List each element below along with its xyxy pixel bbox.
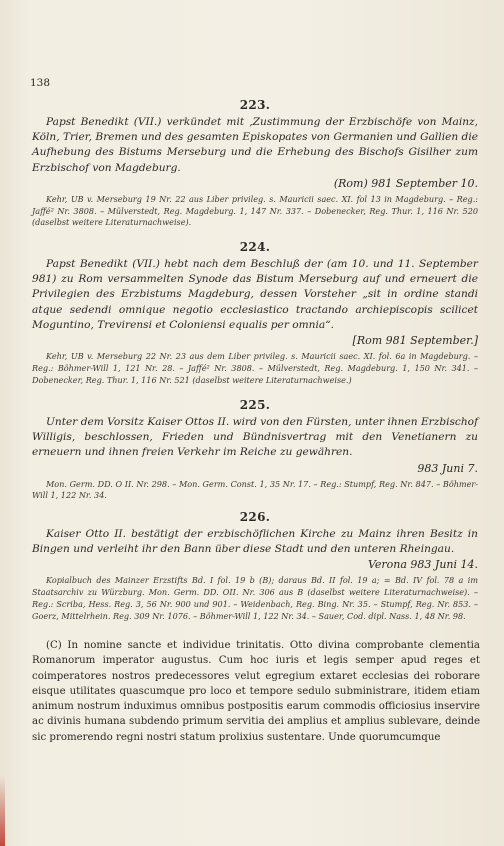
page-edge-mark	[0, 776, 5, 846]
entry-226	[32, 510, 478, 623]
entry-number: 226.	[239, 510, 271, 524]
entry-references: Kopialbuch des Mainzer Erzstifts Bd. I fol. 19 b (B); daraus Bd. II fol. 19 a; = Bd. IV fol. 78 a im Staatsarchiv zu Würzburg. Mon. Germ. DD. OII. Nr. 306 aus B (daselbst weitere Literaturnachweise). – Reg.: Scriba, Hess. Reg. 3, 56 Nr. 900 und 901. – Weidenbach, Reg. Bing. Nr. 35. – Stumpf, Reg. Nr. 853. – Goerz, Mittelrhein. Reg. 309 Nr. 1076. – Böhmer-Will 1, 122 Nr. 34. – Sauer, Cod. dipl. Nass. 1, 48 Nr. 98.	[32, 575, 478, 621]
entry-number: 223.	[239, 98, 271, 112]
entry-224	[32, 240, 478, 386]
entry-number: 225.	[239, 398, 271, 412]
entry-dateline: 983 Juni 7.	[417, 461, 478, 475]
entry-summary: Papst Benedikt (VII.) verkündet mit ‚Zustimmung der Erzbischöfe von Mainz, Köln, Trier, Bremen und des gesamten Episkopates von Germanien und Gallien die Aufhebung des Bistums Merseburg und die Erhebung des Bischofs Gisilher zum Erzbischof von Magdeburg.	[32, 116, 478, 174]
entry-dateline: [Rom 981 September.]	[352, 334, 478, 348]
entry-number: 224.	[239, 240, 271, 254]
entry-references: Kehr, UB v. Merseburg 22 Nr. 23 aus dem Liber privileg. s. Mauricii saec. XI. fol. 6a in Magdeburg. – Reg.: Böhmer-Will 1, 121 Nr. 28. – Jaffé² Nr. 3808. – Mülverstedt, Reg. Magdeburg. 1, 150 Nr. 341. – Dobenecker, Reg. Thur. 1, 116 Nr. 521 (daselbst weitere Literaturnachweise.)	[32, 351, 478, 385]
entry-225	[32, 398, 478, 502]
entry-summary: Kaiser Otto II. bestätigt der erzbischöflichen Kirche zu Mainz ihren Besitz in Bingen und verleiht ihr den Bann über diese Stadt und den unteren Rheingau.	[32, 528, 478, 556]
entry-223	[32, 98, 478, 229]
page-number: 138	[30, 77, 51, 89]
entry-summary: Unter dem Vorsitz Kaiser Ottos II. wird von den Fürsten, unter ihnen Erzbischof Willigis, beschlossen, Frieden und Bündnisvertrag mit den Venetianern zu erneuern und ihnen freien Verkehr im Reiche zu gewähren.	[32, 416, 478, 459]
entry-dateline: Verona 983 Juni 14.	[367, 558, 478, 572]
entry-dateline: (Rom) 981 September 10.	[333, 176, 478, 190]
entry-references: Kehr, UB v. Merseburg 19 Nr. 22 aus Liber privileg. s. Mauricii saec. XI. fol 13 in Magdeburg. – Reg.: Jaffé² Nr. 3808. – Mülverstedt, Reg. Magdeburg. 1, 147 Nr. 337. – Dobenecker, Reg. Thur. 1, 116 Nr. 520 (daselbst weitere Literaturnachweise).	[32, 193, 478, 228]
entry-summary: Papst Benedikt (VII.) hebt nach dem Beschluß der (am 10. und 11. September 981) zu Rom versammelten Synode das Bistum Merseburg auf und erneuert die Privilegien des Erzbistums Magdeburg, dessen Vorsteher „sit in ordine standi atque sedendi omnique negotio ecclesiastico tractando archiepiscopis scilicet Moguntino, Trevirensi et Coloniensi equalis per omnia“.	[32, 258, 478, 331]
entry-references: Mon. Germ. DD. O II. Nr. 298. – Mon. Germ. Const. 1, 35 Nr. 17. – Reg.: Stumpf, Reg. Nr. 847. – Böhmer-Will 1, 122 Nr. 34.	[32, 478, 478, 501]
latin-charter-text: (C) In nomine sancte et individue trinitatis. Otto divina comprobante clementia Romanorum imperator augustus. Cum hoc iuris et legis semper apud reges et coimperatores nostros predecessores velut egregium extaret ecclesias dei roborare eisque utilitates quascumque pro loco et tempore sedulo subministrare, itidem etiam animum nostrum induximus omnibus postpositis earum commodis officiosius inservire ac divinis humana subdendo primum servitia dei amplius et amplius sublevare, deinde sic promerendo regni nostri statum prolixius sustentare. Unde quorumcumque	[32, 640, 480, 743]
